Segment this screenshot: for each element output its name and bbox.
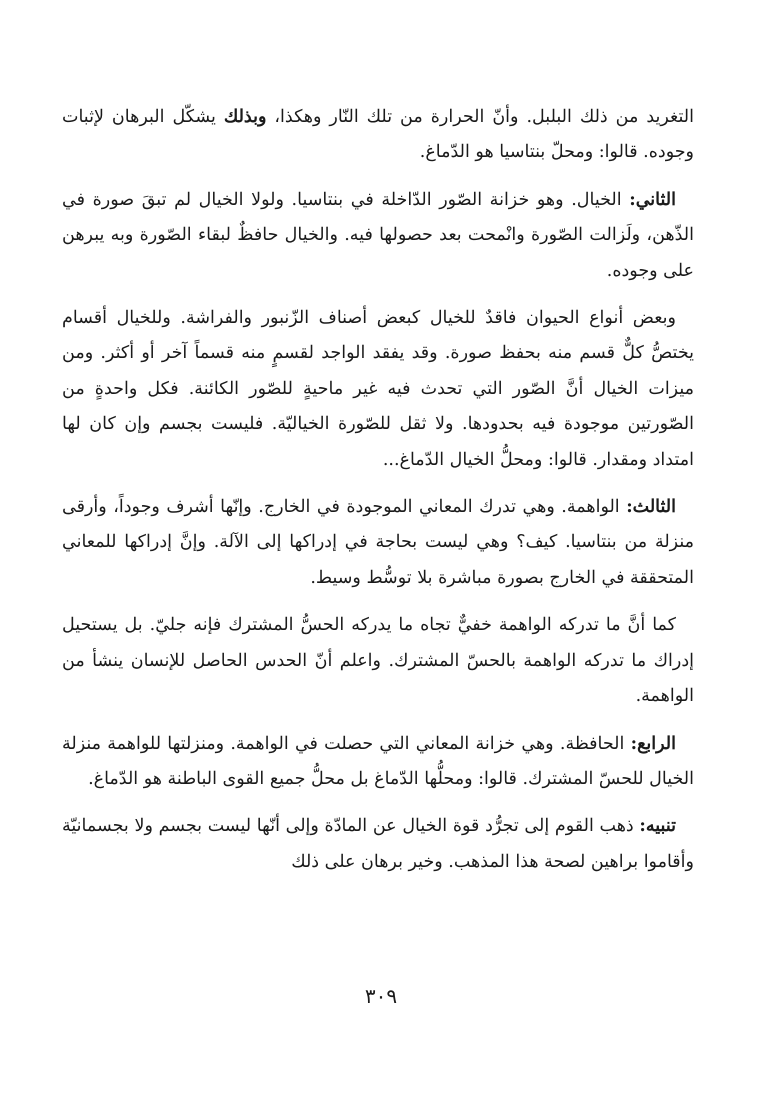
paragraph-second-faculty — [62, 183, 694, 289]
paragraph-imagination-text: وبعض أنواع الحيوان فاقدٌ للخيال كبعض أصناف الزّنبور والفراشة. وللخيال أقسام يختصُّ كلٌّ قسم منه بحفظ صورة. وقد يفقد الواجد لقسمٍ منه قسماً آخر أو أكثر. ومن ميزات الخيال أنَّ الصّور التي تحدث فيه غير ماحيةٍ للصّور الكائنة. فكل واحدةٍ من الصّورتين موجودة فيه بحدودها. ولا ثقل للصّورة الخياليّة. فليست بجسم وإن كان لها امتداد ومقدار. قالوا: ومحلُّ الخيال الدّماغ... — [62, 308, 694, 470]
section-label-note: تنبيه: — [639, 816, 676, 837]
paragraph-1-bold-word: وبذلك — [223, 107, 267, 127]
paragraph-estimation-text: كما أنَّ ما تدركه الواهمة خفيٌّ تجاه ما يدركه الحسُّ المشترك فإنه جليّ. بل يستحيل إدراك ما تدركه الواهمة بالحسّ المشترك. واعلم أنّ الحدس الحاصل للإنسان ينشأ من الواهمة. — [62, 615, 694, 707]
paragraph-fourth-faculty — [62, 727, 694, 798]
paragraph-imagination-types — [62, 301, 694, 478]
paragraph-note-text: ذهب القوم إلى تجرُّد قوة الخيال عن المادّة وإلى أنّها ليست بجسم ولا بجسمانيّة وأقاموا براهين لصحة هذا المذهب. وخير برهان على ذلك — [62, 816, 694, 872]
section-label-fourth: الرابع: — [630, 733, 676, 754]
paragraph-third-faculty — [62, 490, 694, 596]
paragraph-note — [62, 809, 694, 880]
paragraph-second-text: الخيال. وهو خزانة الصّور الدّاخلة في بنتاسيا. ولولا الخيال لم تبقَ صورة في الذّهن، ولَزالت الصّورة وانْمحت بعد حصولها فيه. والخيال حافظٌ لبقاء الصّورة وبه يبرهن على وجوده. — [62, 189, 694, 281]
paragraph-1-rest: يشكّل البرهان لإثبات وجوده. قالوا: ومحلّ بنتاسيا هو الدّماغ. — [62, 107, 694, 163]
section-label-second: الثاني: — [629, 189, 676, 210]
paragraph-1 — [62, 100, 694, 171]
page-body — [62, 100, 694, 892]
paragraph-estimation-note — [62, 608, 694, 714]
paragraph-third-text: الواهمة. وهي تدرك المعاني الموجودة في الخارج. وإنّها أشرف وجوداً، وأرقى منزلة من بنتاسيا. كيف؟ وهي ليست بحاجة في إدراكها إلى الآلة. وإنَّ إدراكها للمعاني المتحققة في الخارج بصورة مباشرة بلا توسُّط وسيط. — [62, 497, 694, 588]
section-label-third: الثالث: — [626, 497, 676, 518]
page-number: ٣٠٩ — [364, 984, 398, 1008]
paragraph-1-lead: التغريد من ذلك البلبل. وأنّ الحرارة من تلك النّار وهكذا، — [274, 107, 694, 127]
paragraph-fourth-text: الحافظة. وهي خزانة المعاني التي حصلت في الواهمة. ومنزلتها للواهمة منزلة الخيال للحسّ المشترك. قالوا: ومحلُّها الدّماغ بل محلُّ جميع القوى الباطنة هو الدّماغ. — [62, 733, 694, 789]
